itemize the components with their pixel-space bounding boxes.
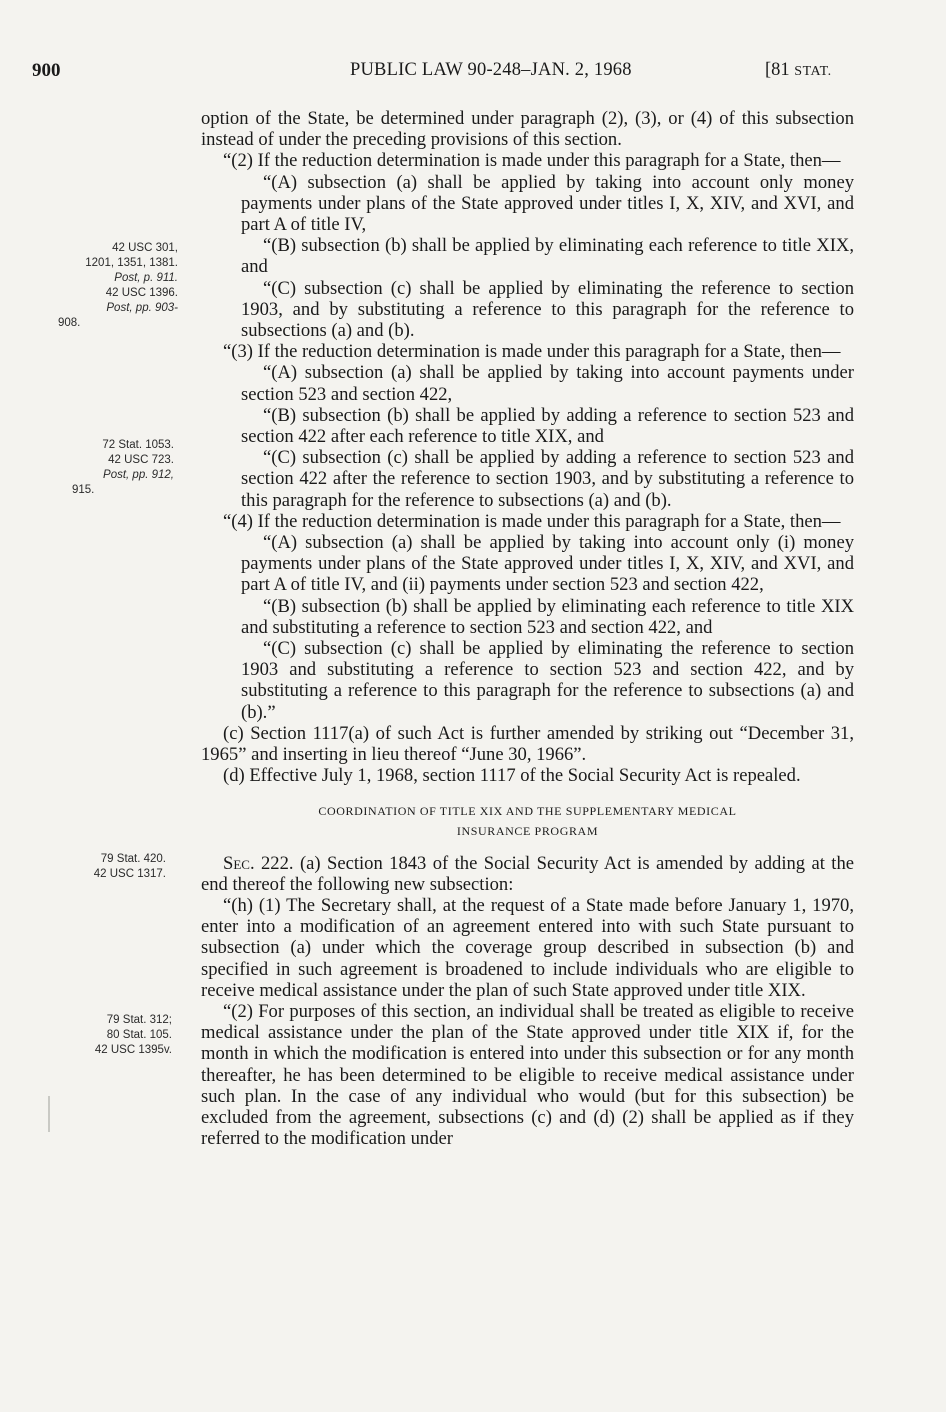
paragraph: “(B) subsection (b) shall be applied by adding a reference to section 523 and section 422 after each reference to title XIX, and — [241, 404, 854, 448]
paragraph: “(C) subsection (c) shall be applied by adding a reference to section 523 and section 422 after the reference to section 1903, and by substituting a reference to this paragraph for the reference to subsections (a) and (b). — [241, 447, 854, 511]
volume-reference-label: STAT. — [794, 64, 832, 79]
paragraph: “(C) subsection (c) shall be applied by eliminating the reference to section 1903, and by substituting a reference to this paragraph for the reference to subsections (a) and (b). — [241, 277, 854, 342]
paragraph: option of the State, be determined under paragraph (2), (3), or (4) of this subsection instead of under the preceding provisions of this section. — [201, 108, 854, 151]
margin-note-line: 42 USC 1396. — [105, 287, 178, 299]
page-number: 900 — [32, 60, 61, 81]
margin-bleed-mark — [48, 1096, 50, 1132]
section-lead-paragraph — [201, 853, 854, 895]
margin-note-line: 1201, 1351, 1381. — [85, 257, 178, 269]
paragraph: “(3) If the reduction determination is made under this paragraph for a State, then— — [223, 341, 841, 363]
paragraph: “(A) subsection (a) shall be applied by taking into account payments under section 523 and section 422, — [241, 362, 854, 405]
volume-reference-number: [81 — [765, 60, 790, 80]
margin-note-4 — [22, 1013, 172, 1058]
margin-note-line: 79 Stat. 312; — [106, 1014, 172, 1026]
page-header — [0, 60, 946, 90]
section-lead-text: (a) Section 1843 of the Social Security Act is amended by adding at the end thereof the following new subsection: — [201, 852, 855, 895]
margin-note-line: Post, p. 911. — [114, 272, 178, 284]
paragraph: “(A) subsection (a) shall be applied by taking into account only money payments under plans of the State approved under titles I, X, XIV, and XVI, and part A of title IV, — [241, 171, 854, 236]
margin-note-line: 72 Stat. 1053. — [102, 439, 174, 451]
margin-note-line: Post, pp. 903- — [106, 302, 178, 314]
paragraph: “(B) subsection (b) shall be applied by eliminating each reference to title XIX, and — [241, 235, 854, 278]
paragraph: “(A) subsection (a) shall be applied by taking into account only (i) money payments under plans of the State approved under titles I, X, XIV, and XVI, and part A of title IV, and (ii) payments under section 523 and section 422, — [241, 532, 854, 596]
paragraph: “(B) subsection (b) shall be applied by eliminating each reference to title XIX and substituting a reference to section 523 and section 422, and — [241, 595, 854, 638]
margin-note-line: 80 Stat. 105. — [106, 1029, 172, 1041]
body-text — [201, 108, 854, 1149]
margin-note-line: 42 USC 1317. — [93, 868, 166, 880]
margin-note-line: 908. — [58, 317, 81, 329]
section-label: Sec. 222. — [223, 852, 294, 874]
margin-note-line: 79 Stat. 420. — [100, 853, 166, 865]
paragraph: “(C) subsection (c) shall be applied by eliminating the reference to section 1903 and substituting a reference to section 523 and section 422, and by substituting a reference to this paragraph for the reference to subsections (a) and (b).” — [241, 638, 854, 723]
section-heading — [201, 801, 854, 841]
margin-note-2 — [24, 438, 174, 498]
paragraph: (d) Effective July 1, 1968, section 1117 of the Social Security Act is repealed. — [223, 765, 801, 787]
paragraph: “(h) (1) The Secretary shall, at the request of a State made before January 1, 1970, enter into a modification of an agreement entered into with such State pursuant to subsection (a) under which the coverage group described in subsection (b) and specified in such agreement is broadened to include individuals who are eligible to receive medical assistance under the plan of such State approved under title XIX. — [201, 894, 854, 1001]
running-head: PUBLIC LAW 90-248–JAN. 2, 1968 — [350, 60, 632, 80]
margin-note-line: 915. — [72, 484, 95, 496]
paragraph: “(2) For purposes of this section, an individual shall be treated as eligible to receive medical assistance under the plan of the State approved under title XIX if, for the month in which the modification is entered into under this subsection or for any month thereafter, he has been determined to be eligible to receive medical assistance under such plan. In the case of any individual who would (but for this subsection) be excluded from the agreement, subsections (c) and (d) (2) shall be applied as if they referred to the modification under — [201, 1000, 854, 1150]
paragraph: “(2) If the reduction determination is made under this paragraph for a State, then— — [223, 150, 841, 172]
margin-note-line: 42 USC 723. — [108, 454, 174, 466]
margin-note-line: 42 USC 301, — [112, 242, 178, 254]
margin-note-line: Post, pp. 912, — [103, 469, 174, 481]
margin-note-1 — [28, 241, 178, 331]
paragraph: “(4) If the reduction determination is made under this paragraph for a State, then— — [223, 510, 841, 532]
section-heading-line: COORDINATION OF TITLE XIX AND THE SUPPLEMENTARY MEDICAL — [318, 803, 737, 818]
volume-reference — [765, 60, 832, 81]
section-heading-line: INSURANCE PROGRAM — [456, 823, 599, 838]
margin-note-3 — [16, 852, 166, 882]
paragraph: (c) Section 1117(a) of such Act is further amended by striking out “December 31, 1965” and inserting in lieu thereof “June 30, 1966”. — [201, 722, 854, 766]
margin-note-line: 42 USC 1395v. — [94, 1044, 172, 1056]
